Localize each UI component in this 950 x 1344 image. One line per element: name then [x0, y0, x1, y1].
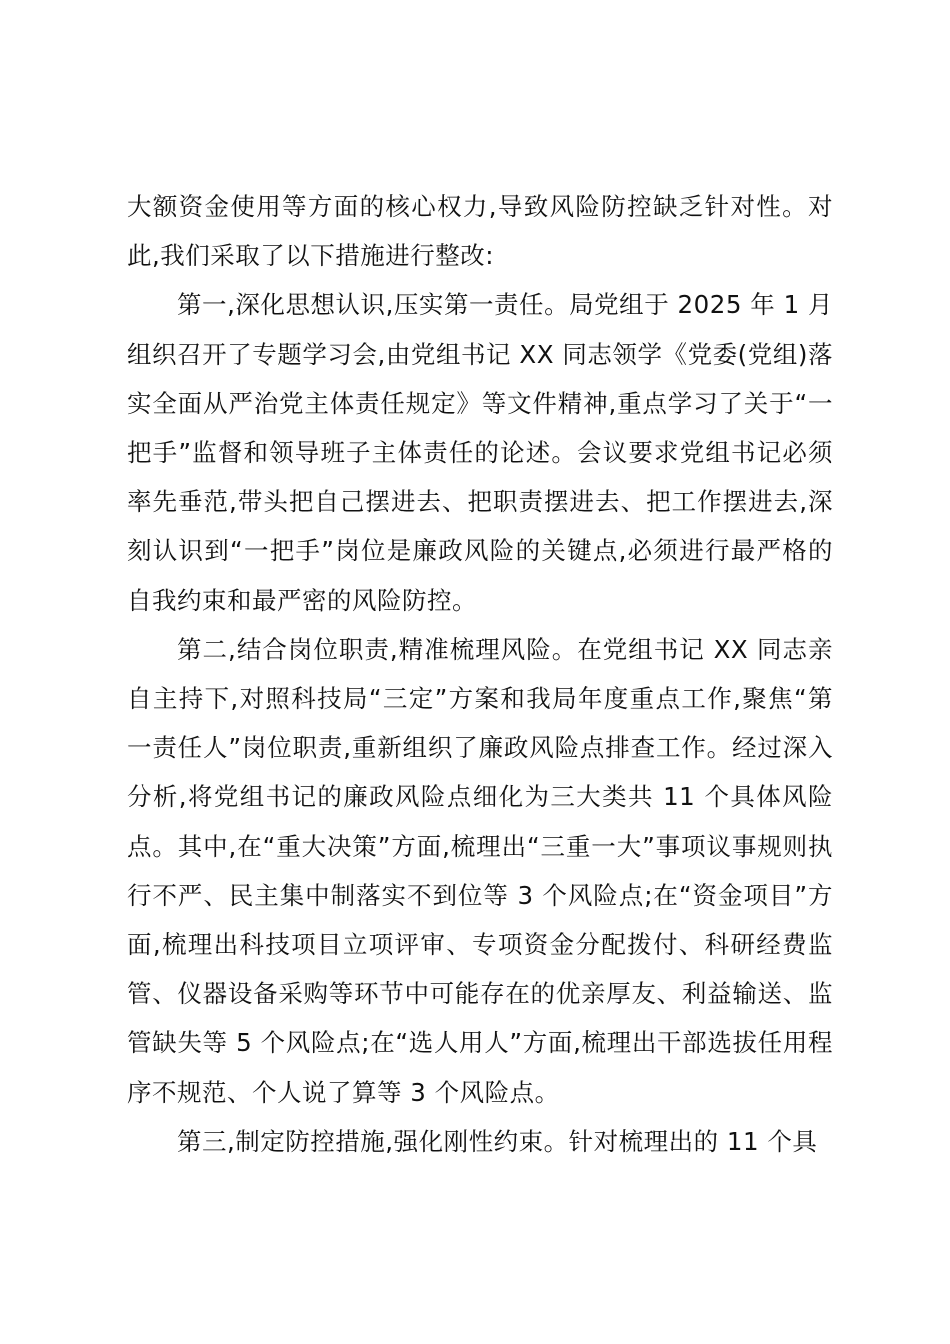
- document-body: [127, 182, 833, 1166]
- paragraph-first-measure: 第一,深化思想认识,压实第一责任。局党组于 2025 年 1 月组织召开了专题学习会,由党组书记 XX 同志领学《党委(党组)落实全面从严治党主体责任规定》等文件精神,重点学习了关于“一把手”监督和领导班子主体责任的论述。会议要求党组书记必须率先垂范,带头把自己摆进去、把职责摆进去、把工作摆进去,深刻认识到“一把手”岗位是廉政风险的关键点,必须进行最严格的自我约束和最严密的风险防控。: [127, 290, 833, 615]
- paragraph-second-measure: 第二,结合岗位职责,精准梳理风险。在党组书记 XX 同志亲自主持下,对照科技局“三定”方案和我局年度重点工作,聚焦“第一责任人”岗位职责,重新组织了廉政风险点排查工作。经过深入分析,将党组书记的廉政风险点细化为三大类共 11 个具体风险点。其中,在“重大决策”方面,梳理出“三重一大”事项议事规则执行不严、民主集中制落实不到位等 3 个风险点;在“资金项目”方面,梳理出科技项目立项评审、专项资金分配拨付、科研经费监管、仪器设备采购等环节中可能存在的优亲厚友、利益输送、监管缺失等 5 个风险点;在“选人用人”方面,梳理出干部选拔任用程序不规范、个人说了算等 3 个风险点。: [127, 634, 833, 1107]
- paragraph-continuation: 大额资金使用等方面的核心权力,导致风险防控缺乏针对性。对此,我们采取了以下措施进行整改:: [127, 192, 833, 271]
- paragraph-third-measure: 第三,制定防控措施,强化刚性约束。针对梳理出的 11 个具: [177, 1126, 818, 1156]
